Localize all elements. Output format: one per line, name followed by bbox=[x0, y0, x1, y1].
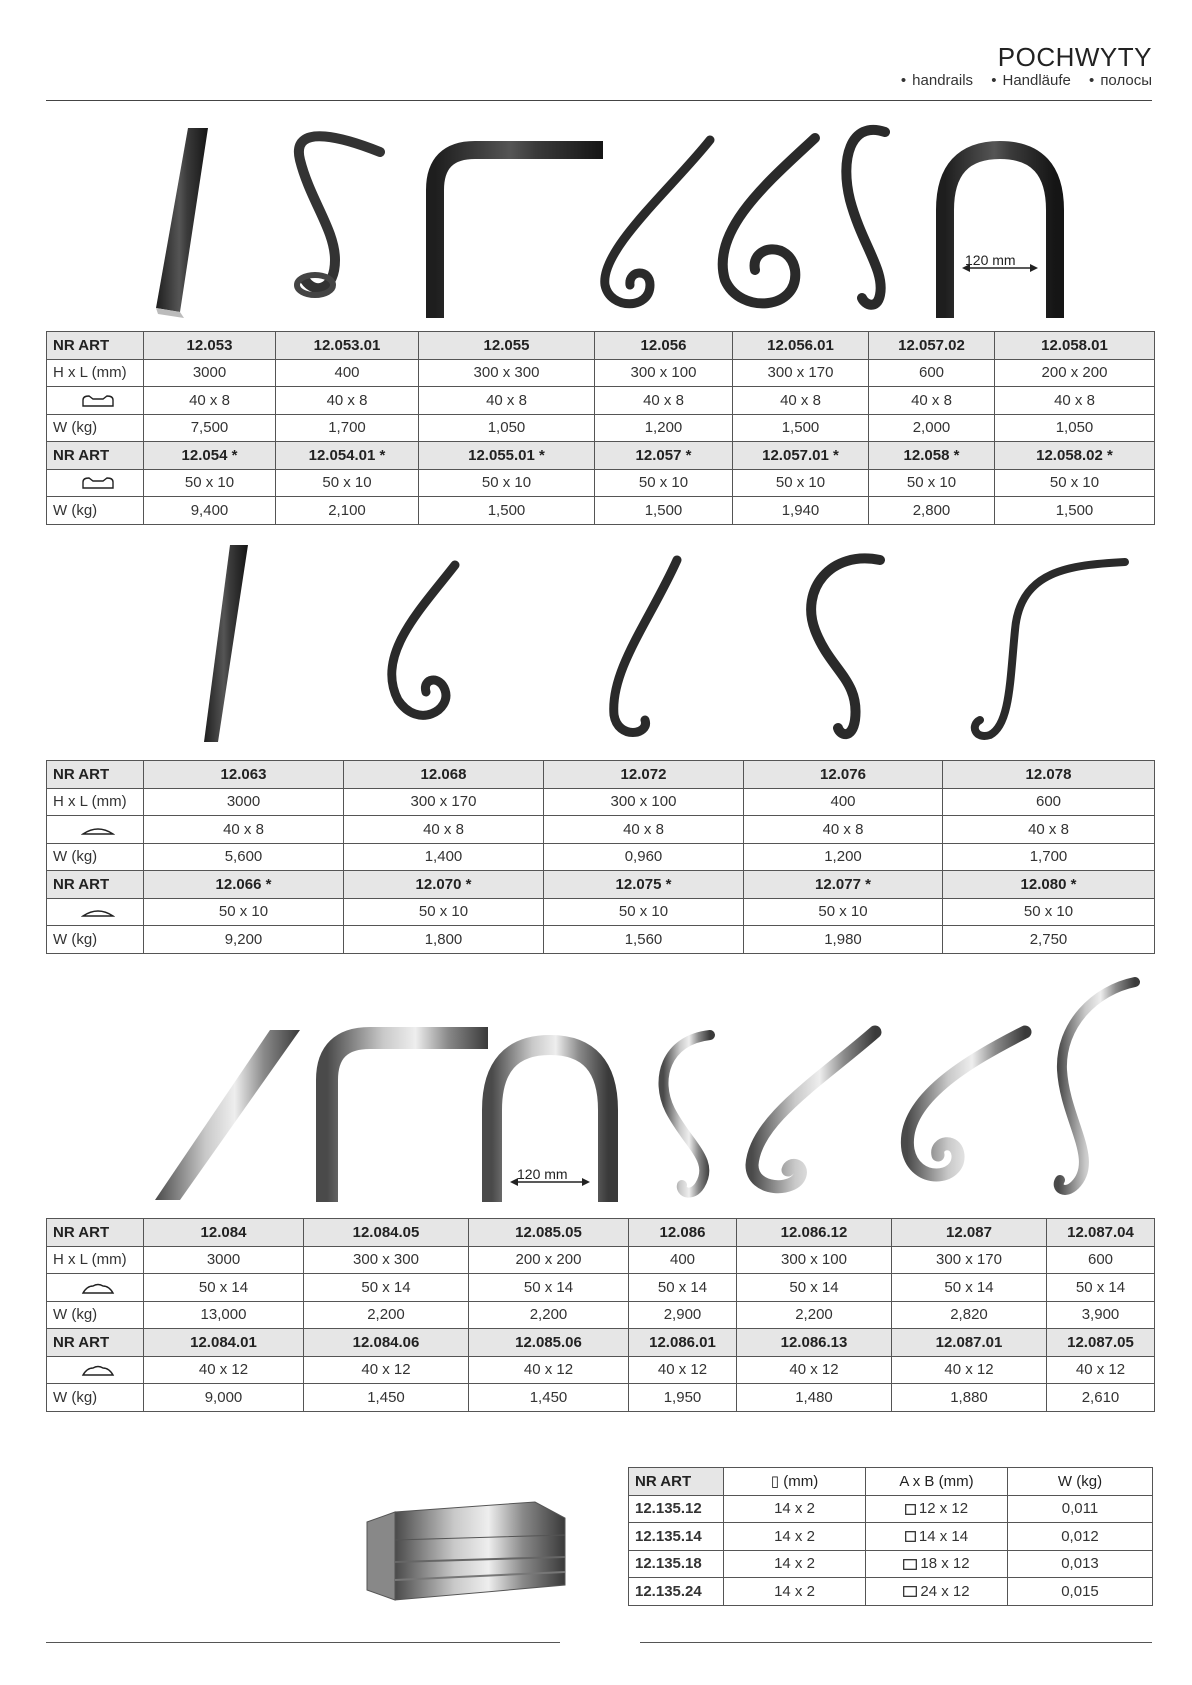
value-cell: 50 x 14 bbox=[144, 1274, 304, 1302]
value-cell: 50 x 14 bbox=[469, 1274, 629, 1302]
value-cell: 50 x 10 bbox=[595, 469, 733, 497]
article-number-cell: 12.086.13 bbox=[737, 1329, 892, 1357]
spec-row bbox=[47, 442, 1155, 470]
weight-cell: 0,011 bbox=[1008, 1495, 1153, 1523]
article-number-cell: 12.085.05 bbox=[469, 1219, 629, 1247]
value-cell: 50 x 14 bbox=[629, 1274, 737, 1302]
article-number-cell: 12.086.12 bbox=[737, 1219, 892, 1247]
value-cell: 40 x 8 bbox=[995, 387, 1155, 415]
weight-cell: 0,013 bbox=[1008, 1550, 1153, 1578]
spec-table-section2 bbox=[46, 760, 1155, 954]
value-cell: 50 x 14 bbox=[1047, 1274, 1155, 1302]
value-cell: 50 x 10 bbox=[144, 898, 344, 926]
handrail-long-s-image bbox=[846, 130, 885, 305]
value-cell: 2,900 bbox=[629, 1301, 737, 1329]
header-divider bbox=[46, 100, 1152, 101]
article-number-cell: 12.084.05 bbox=[304, 1219, 469, 1247]
subtitle-ru: полосы bbox=[1100, 72, 1152, 89]
value-cell: 2,820 bbox=[892, 1301, 1047, 1329]
spec-row bbox=[47, 387, 1155, 415]
section1-photos bbox=[150, 120, 1150, 320]
article-number-cell: 12.053 bbox=[144, 332, 276, 360]
value-cell: 2,200 bbox=[304, 1301, 469, 1329]
handrail-scroll-small-image bbox=[614, 560, 677, 733]
profile-cell bbox=[47, 469, 144, 497]
row-label: NR ART bbox=[47, 871, 144, 899]
value-cell: 1,880 bbox=[892, 1384, 1047, 1412]
row-label: W (kg) bbox=[47, 926, 144, 954]
value-cell: 1,950 bbox=[629, 1384, 737, 1412]
article-number-cell: 12.054 * bbox=[144, 442, 276, 470]
value-cell: 1,700 bbox=[943, 843, 1155, 871]
spec-row bbox=[47, 898, 1155, 926]
article-number-cell: 12.054.01 * bbox=[276, 442, 419, 470]
value-cell: 200 x 200 bbox=[995, 359, 1155, 387]
spec-table-section3 bbox=[46, 1218, 1155, 1412]
ridged-profile-icon bbox=[81, 1281, 115, 1295]
handrail-long-s-ridged-image bbox=[1059, 982, 1135, 1190]
strip-size-cell: 14 x 2 bbox=[724, 1550, 866, 1578]
row-label: W (kg) bbox=[47, 1301, 144, 1329]
table-header-row bbox=[629, 1468, 1153, 1496]
value-cell: 1,400 bbox=[344, 843, 544, 871]
value-cell: 400 bbox=[744, 788, 943, 816]
page-title: POCHWYTY bbox=[997, 42, 1152, 72]
value-cell: 40 x 8 bbox=[344, 816, 544, 844]
value-cell: 300 x 170 bbox=[344, 788, 544, 816]
value-cell: 40 x 8 bbox=[144, 816, 344, 844]
row-label: W (kg) bbox=[47, 414, 144, 442]
row-label: NR ART bbox=[47, 442, 144, 470]
handrail-s-hook-ridged-image bbox=[663, 1035, 710, 1193]
square-icon bbox=[905, 1531, 916, 1542]
value-cell: 40 x 8 bbox=[276, 387, 419, 415]
value-cell: 2,200 bbox=[469, 1301, 629, 1329]
value-cell: 1,560 bbox=[544, 926, 744, 954]
handrail-s-hook-image bbox=[299, 136, 380, 288]
value-cell: 2,200 bbox=[737, 1301, 892, 1329]
spec-row bbox=[47, 1356, 1155, 1384]
clip-row bbox=[629, 1578, 1153, 1606]
handrail-l-bend-ridged-image bbox=[327, 1038, 488, 1202]
article-number-cell: 12.057.01 * bbox=[733, 442, 869, 470]
spec-row bbox=[47, 1274, 1155, 1302]
value-cell: 400 bbox=[276, 359, 419, 387]
value-cell: 2,100 bbox=[276, 497, 419, 525]
value-cell: 1,200 bbox=[595, 414, 733, 442]
value-cell: 13,000 bbox=[144, 1301, 304, 1329]
profile-cell bbox=[47, 387, 144, 415]
value-cell: 1,050 bbox=[995, 414, 1155, 442]
value-cell: 40 x 12 bbox=[892, 1356, 1047, 1384]
handrail-long-s-curve-image bbox=[975, 562, 1125, 736]
value-cell: 40 x 12 bbox=[469, 1356, 629, 1384]
value-cell: 9,000 bbox=[144, 1384, 304, 1412]
spec-row bbox=[47, 497, 1155, 525]
value-cell: 1,980 bbox=[744, 926, 943, 954]
value-cell: 50 x 10 bbox=[344, 898, 544, 926]
handrail-scroll-ridged-image bbox=[752, 1032, 875, 1187]
grooved-profile-icon bbox=[81, 476, 115, 490]
handrail-scroll-large-ridged-image bbox=[907, 1032, 1025, 1175]
value-cell: 9,400 bbox=[144, 497, 276, 525]
spec-table-section4 bbox=[628, 1467, 1153, 1606]
clip-row bbox=[629, 1550, 1153, 1578]
spec-row bbox=[47, 469, 1155, 497]
value-cell: 50 x 10 bbox=[276, 469, 419, 497]
value-cell: 40 x 8 bbox=[544, 816, 744, 844]
row-label: H x L (mm) bbox=[47, 1246, 144, 1274]
spec-row bbox=[47, 332, 1155, 360]
grooved-profile-icon bbox=[81, 394, 115, 408]
value-cell: 50 x 10 bbox=[744, 898, 943, 926]
value-cell: 9,200 bbox=[144, 926, 344, 954]
value-cell: 40 x 8 bbox=[744, 816, 943, 844]
value-cell: 7,500 bbox=[144, 414, 276, 442]
spec-row bbox=[47, 926, 1155, 954]
axb-cell bbox=[866, 1578, 1008, 1606]
row-label: H x L (mm) bbox=[47, 359, 144, 387]
weight-cell: 0,012 bbox=[1008, 1523, 1153, 1551]
article-number-cell: 12.135.24 bbox=[629, 1578, 724, 1606]
handrail-straight-half-round-image bbox=[204, 545, 248, 742]
value-cell: 600 bbox=[869, 359, 995, 387]
value-cell: 1,940 bbox=[733, 497, 869, 525]
spec-row bbox=[47, 1219, 1155, 1247]
value-cell: 1,200 bbox=[744, 843, 943, 871]
value-cell: 1,500 bbox=[419, 497, 595, 525]
row-label: H x L (mm) bbox=[47, 788, 144, 816]
value-cell: 300 x 100 bbox=[595, 359, 733, 387]
article-number-cell: 12.084.01 bbox=[144, 1329, 304, 1357]
value-cell: 40 x 8 bbox=[943, 816, 1155, 844]
footer-divider-right bbox=[640, 1642, 1152, 1643]
handrail-scroll-large-image bbox=[723, 138, 815, 303]
axb-cell bbox=[866, 1550, 1008, 1578]
spec-row bbox=[47, 788, 1155, 816]
value-cell: 40 x 8 bbox=[869, 387, 995, 415]
article-number-cell: 12.135.14 bbox=[629, 1523, 724, 1551]
value-cell: 2,000 bbox=[869, 414, 995, 442]
clip-row bbox=[629, 1495, 1153, 1523]
spec-row bbox=[47, 843, 1155, 871]
value-cell: 50 x 10 bbox=[419, 469, 595, 497]
profile-cell bbox=[47, 898, 144, 926]
row-label: NR ART bbox=[47, 1219, 144, 1247]
dimension-note: 120 mm bbox=[517, 1166, 568, 1182]
handrail-clip-image bbox=[365, 1490, 575, 1605]
row-label: W (kg) bbox=[47, 1384, 144, 1412]
article-number-cell: 12.056.01 bbox=[733, 332, 869, 360]
article-number-cell: 12.077 * bbox=[744, 871, 943, 899]
page-subtitle: • handrails • Handläufe • полосы bbox=[900, 72, 1152, 89]
handrail-straight-image bbox=[156, 128, 208, 318]
value-cell: 1,500 bbox=[595, 497, 733, 525]
column-header: ▯ (mm) bbox=[724, 1468, 866, 1496]
value-cell: 40 x 12 bbox=[144, 1356, 304, 1384]
handrail-scroll-image bbox=[392, 565, 455, 715]
handrail-s-curve-image bbox=[811, 558, 880, 734]
article-number-cell: 12.063 bbox=[144, 761, 344, 789]
spec-table-section1 bbox=[46, 331, 1155, 525]
article-number-cell: 12.080 * bbox=[943, 871, 1155, 899]
dimension-note: 120 mm bbox=[965, 252, 1016, 268]
article-number-cell: 12.058.02 * bbox=[995, 442, 1155, 470]
article-number-cell: 12.135.12 bbox=[629, 1495, 724, 1523]
spec-row bbox=[47, 1301, 1155, 1329]
value-cell: 1,700 bbox=[276, 414, 419, 442]
value-cell: 50 x 14 bbox=[892, 1274, 1047, 1302]
value-cell: 50 x 10 bbox=[995, 469, 1155, 497]
spec-row bbox=[47, 1329, 1155, 1357]
square-icon bbox=[905, 1504, 916, 1515]
value-cell: 2,750 bbox=[943, 926, 1155, 954]
column-header: NR ART bbox=[629, 1468, 724, 1496]
article-number-cell: 12.055 bbox=[419, 332, 595, 360]
axb-cell bbox=[866, 1523, 1008, 1551]
footer-divider-left bbox=[46, 1642, 560, 1643]
value-cell: 5,600 bbox=[144, 843, 344, 871]
article-number-cell: 12.086 bbox=[629, 1219, 737, 1247]
article-number-cell: 12.084 bbox=[144, 1219, 304, 1247]
value-cell: 0,960 bbox=[544, 843, 744, 871]
spec-row bbox=[47, 359, 1155, 387]
article-number-cell: 12.084.06 bbox=[304, 1329, 469, 1357]
value-cell: 300 x 170 bbox=[892, 1246, 1047, 1274]
handrail-scroll-image bbox=[605, 140, 710, 304]
strip-size-cell: 14 x 2 bbox=[724, 1523, 866, 1551]
value-cell: 3000 bbox=[144, 788, 344, 816]
axb-value: 18 x 12 bbox=[920, 1555, 970, 1573]
spec-row bbox=[47, 1246, 1155, 1274]
axb-value: 24 x 12 bbox=[920, 1582, 970, 1600]
value-cell: 40 x 12 bbox=[304, 1356, 469, 1384]
value-cell: 1,480 bbox=[737, 1384, 892, 1412]
column-header: W (kg) bbox=[1008, 1468, 1153, 1496]
axb-value: 12 x 12 bbox=[918, 1500, 969, 1518]
value-cell: 40 x 12 bbox=[1047, 1356, 1155, 1384]
article-number-cell: 12.068 bbox=[344, 761, 544, 789]
value-cell: 40 x 12 bbox=[629, 1356, 737, 1384]
value-cell: 50 x 10 bbox=[733, 469, 869, 497]
value-cell: 1,450 bbox=[304, 1384, 469, 1412]
row-label: NR ART bbox=[47, 332, 144, 360]
value-cell: 50 x 14 bbox=[304, 1274, 469, 1302]
spec-row bbox=[47, 1384, 1155, 1412]
strip-size-cell: 14 x 2 bbox=[724, 1495, 866, 1523]
handrail-u-bend-image bbox=[945, 150, 1055, 318]
article-number-cell: 12.053.01 bbox=[276, 332, 419, 360]
value-cell: 50 x 10 bbox=[144, 469, 276, 497]
value-cell: 3000 bbox=[144, 359, 276, 387]
profile-cell bbox=[47, 1356, 144, 1384]
value-cell: 300 x 170 bbox=[733, 359, 869, 387]
article-number-cell: 12.058 * bbox=[869, 442, 995, 470]
value-cell: 300 x 100 bbox=[737, 1246, 892, 1274]
rectangle-icon bbox=[903, 1586, 917, 1597]
half-round-profile-icon bbox=[81, 905, 115, 919]
clip-row bbox=[629, 1523, 1153, 1551]
section3-photos bbox=[140, 970, 1150, 1205]
weight-cell: 0,015 bbox=[1008, 1578, 1153, 1606]
value-cell: 3000 bbox=[144, 1246, 304, 1274]
spec-row bbox=[47, 761, 1155, 789]
value-cell: 300 x 300 bbox=[419, 359, 595, 387]
half-round-profile-icon bbox=[81, 823, 115, 837]
value-cell: 50 x 10 bbox=[544, 898, 744, 926]
row-label: NR ART bbox=[47, 1329, 144, 1357]
article-number-cell: 12.076 bbox=[744, 761, 943, 789]
value-cell: 400 bbox=[629, 1246, 737, 1274]
article-number-cell: 12.070 * bbox=[344, 871, 544, 899]
spec-row bbox=[47, 871, 1155, 899]
value-cell: 3,900 bbox=[1047, 1301, 1155, 1329]
article-number-cell: 12.086.01 bbox=[629, 1329, 737, 1357]
profile-cell bbox=[47, 816, 144, 844]
article-number-cell: 12.057.02 bbox=[869, 332, 995, 360]
ridged-profile-icon bbox=[81, 1363, 115, 1377]
article-number-cell: 12.135.18 bbox=[629, 1550, 724, 1578]
article-number-cell: 12.087.05 bbox=[1047, 1329, 1155, 1357]
subtitle-de: Handläufe bbox=[1002, 72, 1071, 89]
value-cell: 600 bbox=[943, 788, 1155, 816]
section2-photos bbox=[190, 540, 1140, 750]
article-number-cell: 12.075 * bbox=[544, 871, 744, 899]
article-number-cell: 12.087 bbox=[892, 1219, 1047, 1247]
value-cell: 600 bbox=[1047, 1246, 1155, 1274]
value-cell: 40 x 8 bbox=[419, 387, 595, 415]
value-cell: 200 x 200 bbox=[469, 1246, 629, 1274]
article-number-cell: 12.066 * bbox=[144, 871, 344, 899]
spec-row bbox=[47, 816, 1155, 844]
article-number-cell: 12.087.04 bbox=[1047, 1219, 1155, 1247]
value-cell: 40 x 8 bbox=[144, 387, 276, 415]
profile-cell bbox=[47, 1274, 144, 1302]
column-header: A x B (mm) bbox=[866, 1468, 1008, 1496]
value-cell: 1,500 bbox=[995, 497, 1155, 525]
article-number-cell: 12.056 bbox=[595, 332, 733, 360]
value-cell: 300 x 300 bbox=[304, 1246, 469, 1274]
article-number-cell: 12.072 bbox=[544, 761, 744, 789]
value-cell: 40 x 8 bbox=[733, 387, 869, 415]
value-cell: 50 x 10 bbox=[943, 898, 1155, 926]
value-cell: 2,610 bbox=[1047, 1384, 1155, 1412]
value-cell: 2,800 bbox=[869, 497, 995, 525]
article-number-cell: 12.078 bbox=[943, 761, 1155, 789]
value-cell: 1,800 bbox=[344, 926, 544, 954]
value-cell: 300 x 100 bbox=[544, 788, 744, 816]
row-label: NR ART bbox=[47, 761, 144, 789]
axb-value: 14 x 14 bbox=[918, 1527, 969, 1545]
article-number-cell: 12.057 * bbox=[595, 442, 733, 470]
article-number-cell: 12.085.06 bbox=[469, 1329, 629, 1357]
handrail-straight-ridged-image bbox=[155, 1030, 300, 1200]
article-number-cell: 12.087.01 bbox=[892, 1329, 1047, 1357]
row-label: W (kg) bbox=[47, 497, 144, 525]
article-number-cell: 12.058.01 bbox=[995, 332, 1155, 360]
spec-row bbox=[47, 414, 1155, 442]
axb-cell bbox=[866, 1495, 1008, 1523]
row-label: W (kg) bbox=[47, 843, 144, 871]
rectangle-icon bbox=[903, 1559, 917, 1570]
strip-size-cell: 14 x 2 bbox=[724, 1578, 866, 1606]
value-cell: 1,450 bbox=[469, 1384, 629, 1412]
handrail-l-bend-image bbox=[435, 150, 603, 318]
value-cell: 1,050 bbox=[419, 414, 595, 442]
subtitle-en: handrails bbox=[912, 72, 974, 89]
value-cell: 1,500 bbox=[733, 414, 869, 442]
value-cell: 50 x 10 bbox=[869, 469, 995, 497]
value-cell: 40 x 8 bbox=[595, 387, 733, 415]
value-cell: 50 x 14 bbox=[737, 1274, 892, 1302]
article-number-cell: 12.055.01 * bbox=[419, 442, 595, 470]
value-cell: 40 x 12 bbox=[737, 1356, 892, 1384]
